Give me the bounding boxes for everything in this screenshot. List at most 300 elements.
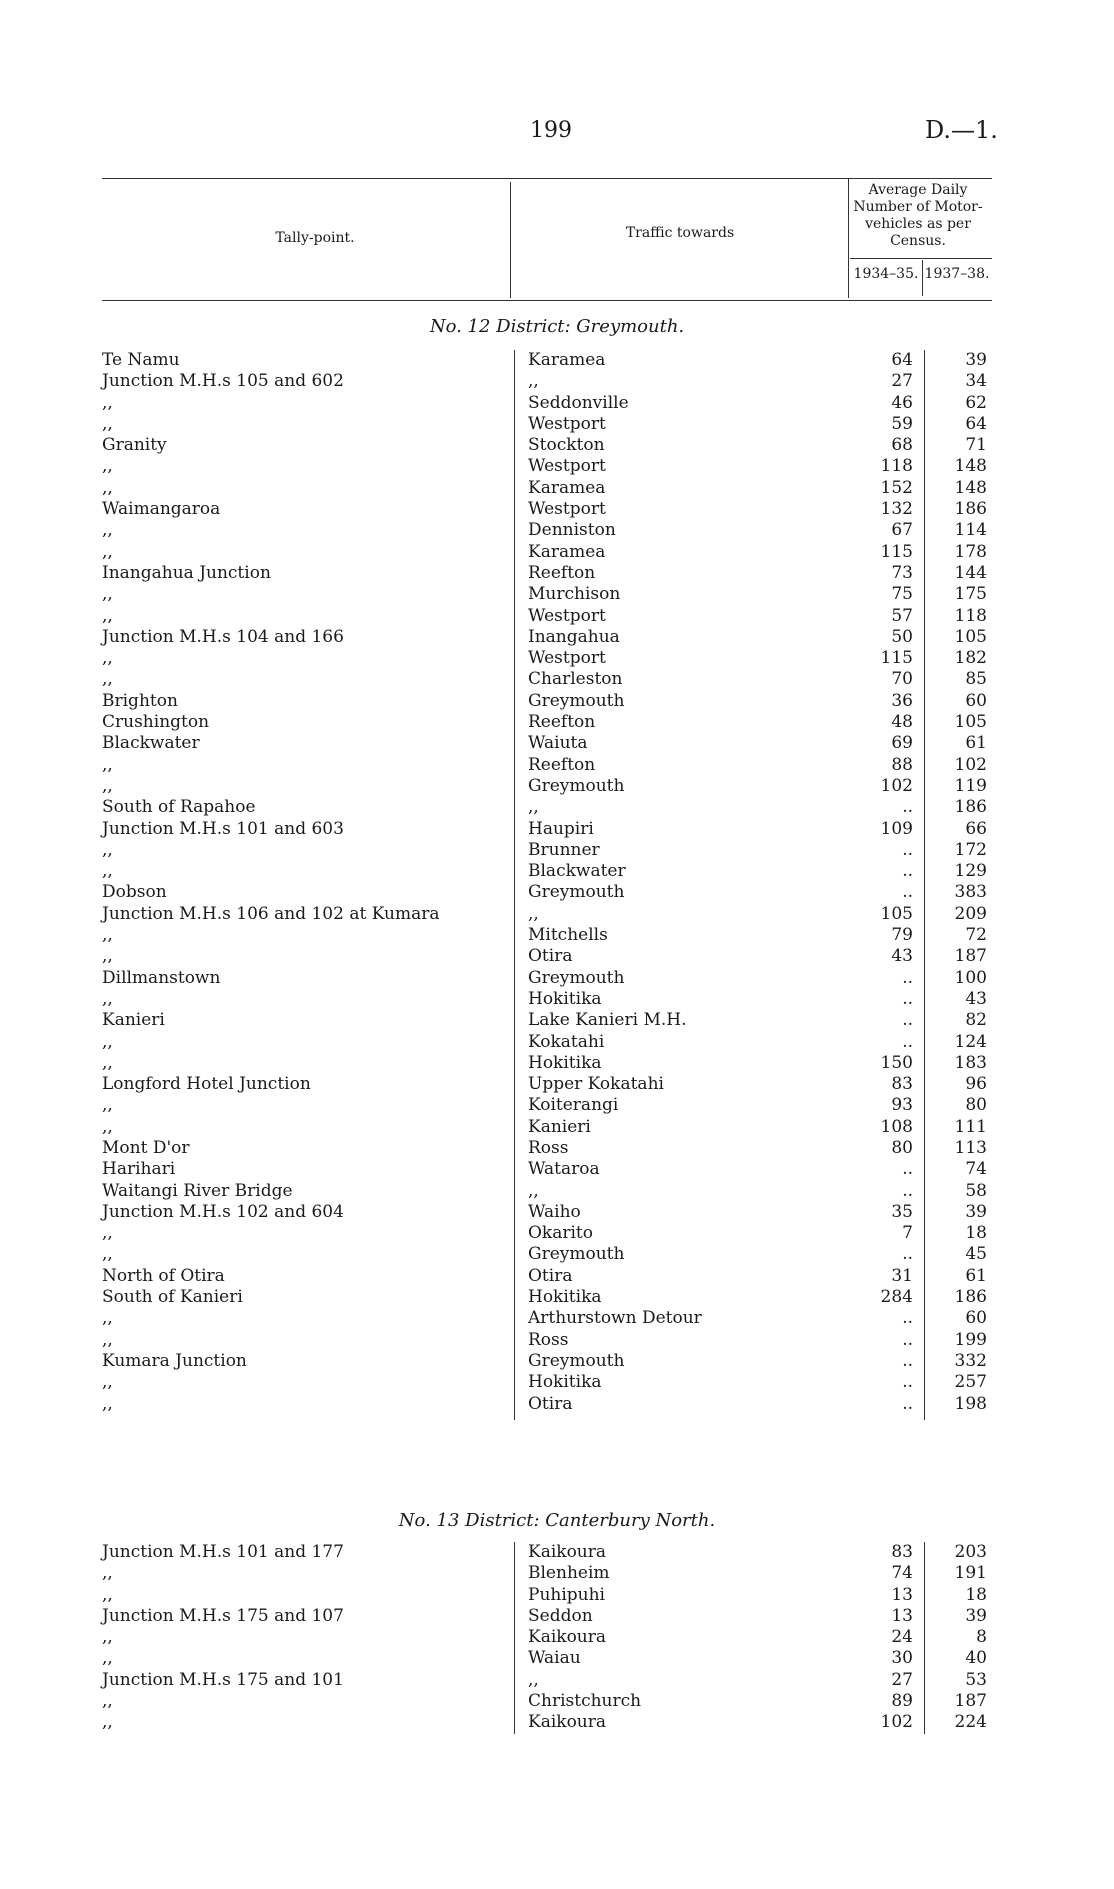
tally-point-cell: ,, <box>102 456 113 477</box>
tally-point-cell: ,, <box>102 775 113 796</box>
table-row <box>0 1266 1114 1287</box>
tally-point-cell: ,, <box>102 584 113 605</box>
table-row <box>0 797 1114 818</box>
count-1934-cell: 27 <box>891 371 913 392</box>
tally-point-cell: Blackwater <box>102 733 200 754</box>
table-row <box>0 1712 1114 1733</box>
table-row <box>0 1330 1114 1351</box>
traffic-towards-cell: Seddonville <box>528 392 629 413</box>
table-row <box>0 989 1114 1010</box>
count-1937-cell: 186 <box>954 1287 987 1308</box>
count-1934-cell: .. <box>902 839 913 860</box>
tally-point-cell: ,, <box>102 1627 113 1648</box>
traffic-towards-cell: Hokitika <box>528 988 602 1009</box>
traffic-towards-cell: Koiterangi <box>528 1095 619 1116</box>
count-1934-cell: 36 <box>891 690 913 711</box>
count-1937-cell: 74 <box>965 1159 987 1180</box>
tally-point-cell: ,, <box>102 1308 113 1329</box>
tally-point-cell: ,, <box>102 1052 113 1073</box>
count-1934-cell: 118 <box>880 456 913 477</box>
traffic-towards-cell: Reefton <box>528 562 596 583</box>
table-row <box>0 776 1114 797</box>
tally-point-cell: Junction M.H.s 105 and 602 <box>102 371 344 392</box>
traffic-towards-cell: Kanieri <box>528 1116 591 1137</box>
traffic-towards-cell: Greymouth <box>528 1244 625 1265</box>
traffic-towards-cell: Greymouth <box>528 1350 625 1371</box>
district-12-table <box>0 350 1114 1415</box>
count-1937-cell: 183 <box>954 1052 987 1073</box>
count-1937-cell: 186 <box>954 499 987 520</box>
district-12-title: No. 12 District: Greymouth. <box>429 316 685 337</box>
count-1937-cell: 58 <box>965 1180 987 1201</box>
traffic-towards-cell: Waiuta <box>528 733 588 754</box>
count-1937-cell: 129 <box>954 861 987 882</box>
count-1937-cell: 199 <box>954 1329 987 1350</box>
table-row <box>0 1372 1114 1393</box>
count-1934-cell: .. <box>902 1372 913 1393</box>
traffic-towards-cell: Westport <box>528 648 606 669</box>
count-1934-cell: 68 <box>891 435 913 456</box>
tally-point-cell: Kanieri <box>102 1010 165 1031</box>
count-1934-cell: 284 <box>880 1287 913 1308</box>
count-1934-cell: 152 <box>880 477 913 498</box>
traffic-towards-cell: Puhipuhi <box>528 1584 605 1605</box>
table-row <box>0 1308 1114 1329</box>
count-1934-cell: 67 <box>891 520 913 541</box>
count-1937-cell: 148 <box>954 456 987 477</box>
header-average-line: vehicles as per <box>865 216 971 232</box>
count-1934-cell: 13 <box>891 1584 913 1605</box>
count-1934-cell: 70 <box>891 669 913 690</box>
traffic-towards-cell: Blackwater <box>528 861 626 882</box>
table-row <box>0 861 1114 882</box>
traffic-towards-cell: Mitchells <box>528 925 608 946</box>
tally-point-cell: ,, <box>102 1223 113 1244</box>
tally-point-cell: Junction M.H.s 104 and 166 <box>102 626 344 647</box>
table-row <box>0 1138 1114 1159</box>
traffic-towards-cell: Kaikoura <box>528 1542 607 1562</box>
traffic-towards-cell: Hokitika <box>528 1287 602 1308</box>
count-1937-cell: 203 <box>954 1542 987 1562</box>
tally-point-cell: Granity <box>102 435 167 456</box>
count-1934-cell: .. <box>902 967 913 988</box>
tally-point-cell: ,, <box>102 1031 113 1052</box>
count-1934-cell: 80 <box>891 1137 913 1158</box>
tally-point-cell: ,, <box>102 1584 113 1605</box>
header-divider-3 <box>922 260 923 296</box>
count-1937-cell: 175 <box>954 584 987 605</box>
tally-point-cell: Te Namu <box>102 350 180 370</box>
count-1934-cell: .. <box>902 988 913 1009</box>
traffic-towards-cell: Waiho <box>528 1201 581 1222</box>
table-row <box>0 1670 1114 1691</box>
count-1937-cell: 224 <box>954 1712 987 1733</box>
tally-point-cell: ,, <box>102 605 113 626</box>
count-1934-cell: .. <box>902 1180 913 1201</box>
table-row <box>0 1351 1114 1372</box>
table-row <box>0 1542 1114 1563</box>
traffic-towards-cell: Stockton <box>528 435 605 456</box>
tally-point-cell: ,, <box>102 1372 113 1393</box>
count-1934-cell: 59 <box>891 413 913 434</box>
table-row <box>0 350 1114 371</box>
traffic-towards-cell: Waiau <box>528 1648 581 1669</box>
tally-point-cell: ,, <box>102 413 113 434</box>
tally-point-cell: ,, <box>102 477 113 498</box>
tally-point-cell: Harihari <box>102 1159 176 1180</box>
tally-point-cell: Dobson <box>102 882 167 903</box>
count-1934-cell: 115 <box>880 648 913 669</box>
traffic-towards-cell: Greymouth <box>528 882 625 903</box>
header-year-1937: 1937–38. <box>924 266 990 282</box>
traffic-towards-cell: Murchison <box>528 584 621 605</box>
tally-point-cell: Waimangaroa <box>102 499 221 520</box>
table-row <box>0 968 1114 989</box>
table-row <box>0 712 1114 733</box>
traffic-towards-cell: Ross <box>528 1329 569 1350</box>
count-1934-cell: 83 <box>891 1542 913 1562</box>
count-1937-cell: 178 <box>954 541 987 562</box>
count-1937-cell: 39 <box>965 350 987 370</box>
count-1934-cell: 50 <box>891 626 913 647</box>
traffic-towards-cell: Upper Kokatahi <box>528 1074 664 1095</box>
count-1937-cell: 198 <box>954 1393 987 1414</box>
traffic-towards-cell: Greymouth <box>528 967 625 988</box>
traffic-towards-cell: Wataroa <box>528 1159 600 1180</box>
count-1937-cell: 100 <box>954 967 987 988</box>
count-1937-cell: 124 <box>954 1031 987 1052</box>
count-1937-cell: 66 <box>965 818 987 839</box>
count-1934-cell: 102 <box>880 1712 913 1733</box>
tally-point-cell: ,, <box>102 1563 113 1584</box>
traffic-towards-cell: Karamea <box>528 350 606 370</box>
count-1937-cell: 187 <box>954 946 987 967</box>
count-1934-cell: 48 <box>891 712 913 733</box>
count-1937-cell: 96 <box>965 1074 987 1095</box>
traffic-towards-cell: Otira <box>528 946 573 967</box>
tally-point-cell: ,, <box>102 520 113 541</box>
table-row <box>0 563 1114 584</box>
header-average-line: Average Daily <box>868 182 968 198</box>
count-1937-cell: 40 <box>965 1648 987 1669</box>
tally-point-cell: Waitangi River Bridge <box>102 1180 293 1201</box>
table-row <box>0 648 1114 669</box>
header-traffic-towards: Traffic towards <box>625 225 735 241</box>
count-1934-cell: .. <box>902 1010 913 1031</box>
district-13-title: No. 13 District: Canterbury North. <box>398 1510 716 1531</box>
tally-point-cell: ,, <box>102 1648 113 1669</box>
count-1937-cell: 85 <box>965 669 987 690</box>
count-1937-cell: 182 <box>954 648 987 669</box>
count-1934-cell: .. <box>902 1159 913 1180</box>
tally-point-cell: ,, <box>102 988 113 1009</box>
count-1934-cell: 73 <box>891 562 913 583</box>
traffic-towards-cell: Ross <box>528 1137 569 1158</box>
count-1937-cell: 80 <box>965 1095 987 1116</box>
table-row <box>0 606 1114 627</box>
tally-point-cell: Junction M.H.s 175 and 107 <box>102 1605 344 1626</box>
table-row <box>0 584 1114 605</box>
count-1934-cell: 30 <box>891 1648 913 1669</box>
count-1937-cell: 113 <box>954 1137 987 1158</box>
table-row <box>0 1010 1114 1031</box>
count-1937-cell: 18 <box>965 1223 987 1244</box>
tally-point-cell: Junction M.H.s 101 and 177 <box>102 1542 344 1562</box>
district-13-table <box>0 1542 1114 1734</box>
count-1934-cell: .. <box>902 1393 913 1414</box>
count-1934-cell: 46 <box>891 392 913 413</box>
count-1934-cell: 35 <box>891 1201 913 1222</box>
traffic-towards-cell: Otira <box>528 1265 573 1286</box>
tally-point-cell: ,, <box>102 1244 113 1265</box>
count-1937-cell: 105 <box>954 626 987 647</box>
count-1934-cell: .. <box>902 1329 913 1350</box>
count-1934-cell: 115 <box>880 541 913 562</box>
count-1937-cell: 18 <box>965 1584 987 1605</box>
count-1934-cell: 7 <box>902 1223 913 1244</box>
count-1937-cell: 332 <box>954 1350 987 1371</box>
table-row <box>0 435 1114 456</box>
tally-point-cell: Dillmanstown <box>102 967 221 988</box>
table-row <box>0 946 1114 967</box>
traffic-towards-cell: Hokitika <box>528 1372 602 1393</box>
count-1937-cell: 8 <box>976 1627 987 1648</box>
table-row <box>0 1627 1114 1648</box>
traffic-towards-cell: Brunner <box>528 839 600 860</box>
traffic-towards-cell: ,, <box>528 371 539 392</box>
table-row <box>0 1563 1114 1584</box>
table-row <box>0 1032 1114 1053</box>
count-1934-cell: .. <box>902 797 913 818</box>
traffic-towards-cell: Kaikoura <box>528 1627 607 1648</box>
count-1934-cell: 75 <box>891 584 913 605</box>
tally-point-cell: ,, <box>102 1712 113 1733</box>
table-row <box>0 1095 1114 1116</box>
tally-point-cell: ,, <box>102 754 113 775</box>
tally-point-cell: ,, <box>102 648 113 669</box>
count-1937-cell: 114 <box>954 520 987 541</box>
count-1934-cell: 24 <box>891 1627 913 1648</box>
traffic-towards-cell: Westport <box>528 499 606 520</box>
count-1934-cell: .. <box>902 882 913 903</box>
tally-point-cell: ,, <box>102 946 113 967</box>
count-1937-cell: 34 <box>965 371 987 392</box>
header-year-1934: 1934–35. <box>853 266 919 282</box>
table-row <box>0 925 1114 946</box>
tally-point-cell: Crushington <box>102 712 210 733</box>
traffic-towards-cell: Westport <box>528 605 606 626</box>
table-row <box>0 627 1114 648</box>
count-1937-cell: 118 <box>954 605 987 626</box>
tally-point-cell: South of Kanieri <box>102 1287 243 1308</box>
tally-point-cell: ,, <box>102 861 113 882</box>
table-row <box>0 456 1114 477</box>
table-row <box>0 1159 1114 1180</box>
table-row <box>0 520 1114 541</box>
document-reference: D.—1. <box>925 116 998 144</box>
table-row <box>0 371 1114 392</box>
traffic-towards-cell: Westport <box>528 413 606 434</box>
traffic-towards-cell: Reefton <box>528 712 596 733</box>
table-row <box>0 1691 1114 1712</box>
traffic-towards-cell: Karamea <box>528 541 606 562</box>
tally-point-cell: Junction M.H.s 106 and 102 at Kumara <box>102 903 440 924</box>
tally-point-cell: Junction M.H.s 102 and 604 <box>102 1201 344 1222</box>
count-1937-cell: 62 <box>965 392 987 413</box>
table-row <box>0 1181 1114 1202</box>
tally-point-cell: Junction M.H.s 175 and 101 <box>102 1669 344 1690</box>
count-1934-cell: 89 <box>891 1691 913 1712</box>
traffic-towards-cell: ,, <box>528 1180 539 1201</box>
table-row <box>0 1244 1114 1265</box>
table-row <box>0 1117 1114 1138</box>
count-1937-cell: 71 <box>965 435 987 456</box>
traffic-towards-cell: Greymouth <box>528 775 625 796</box>
tally-point-cell: South of Rapahoe <box>102 797 256 818</box>
table-row <box>0 904 1114 925</box>
count-1934-cell: .. <box>902 1031 913 1052</box>
header-top-rule <box>102 178 992 179</box>
count-1937-cell: 61 <box>965 1265 987 1286</box>
traffic-towards-cell: Reefton <box>528 754 596 775</box>
count-1937-cell: 144 <box>954 562 987 583</box>
tally-point-cell: ,, <box>102 1095 113 1116</box>
count-1934-cell: 57 <box>891 605 913 626</box>
table-row <box>0 542 1114 563</box>
count-1934-cell: 64 <box>891 350 913 370</box>
count-1934-cell: 88 <box>891 754 913 775</box>
count-1934-cell: 79 <box>891 925 913 946</box>
traffic-towards-cell: Blenheim <box>528 1563 610 1584</box>
traffic-towards-cell: ,, <box>528 903 539 924</box>
table-row <box>0 755 1114 776</box>
tally-point-cell: ,, <box>102 1691 113 1712</box>
tally-point-cell: ,, <box>102 669 113 690</box>
count-1937-cell: 209 <box>954 903 987 924</box>
tally-point-cell: Inangahua Junction <box>102 562 271 583</box>
table-row <box>0 393 1114 414</box>
tally-point-cell: Longford Hotel Junction <box>102 1074 311 1095</box>
count-1937-cell: 72 <box>965 925 987 946</box>
count-1937-cell: 82 <box>965 1010 987 1031</box>
count-1934-cell: 105 <box>880 903 913 924</box>
tally-point-cell: Mont D'or <box>102 1137 190 1158</box>
count-1934-cell: 102 <box>880 775 913 796</box>
table-row <box>0 1053 1114 1074</box>
count-1937-cell: 105 <box>954 712 987 733</box>
count-1934-cell: 31 <box>891 1265 913 1286</box>
count-1934-cell: 150 <box>880 1052 913 1073</box>
table-row <box>0 691 1114 712</box>
count-1937-cell: 64 <box>965 413 987 434</box>
table-row <box>0 1394 1114 1415</box>
count-1937-cell: 39 <box>965 1201 987 1222</box>
table-row <box>0 1223 1114 1244</box>
page-number: 199 <box>530 118 572 143</box>
table-row <box>0 1287 1114 1308</box>
table-row <box>0 1606 1114 1627</box>
table-row <box>0 882 1114 903</box>
count-1937-cell: 111 <box>954 1116 987 1137</box>
count-1934-cell: 108 <box>880 1116 913 1137</box>
count-1937-cell: 148 <box>954 477 987 498</box>
count-1934-cell: 83 <box>891 1074 913 1095</box>
traffic-towards-cell: Hokitika <box>528 1052 602 1073</box>
header-average-daily <box>848 182 988 250</box>
tally-point-cell: North of Otira <box>102 1265 225 1286</box>
traffic-towards-cell: Westport <box>528 456 606 477</box>
traffic-towards-cell: ,, <box>528 797 539 818</box>
count-1934-cell: 27 <box>891 1669 913 1690</box>
header-average-line: Number of Motor- <box>853 199 983 215</box>
header-bottom-rule <box>102 300 992 301</box>
count-1937-cell: 102 <box>954 754 987 775</box>
count-1934-cell: 74 <box>891 1563 913 1584</box>
count-1934-cell: .. <box>902 861 913 882</box>
table-row <box>0 1202 1114 1223</box>
tally-point-cell: Junction M.H.s 101 and 603 <box>102 818 344 839</box>
count-1934-cell: 93 <box>891 1095 913 1116</box>
count-1934-cell: .. <box>902 1244 913 1265</box>
traffic-towards-cell: Greymouth <box>528 690 625 711</box>
traffic-towards-cell: ,, <box>528 1669 539 1690</box>
tally-point-cell: ,, <box>102 1393 113 1414</box>
count-1934-cell: 69 <box>891 733 913 754</box>
table-row <box>0 840 1114 861</box>
count-1937-cell: 187 <box>954 1691 987 1712</box>
count-1934-cell: .. <box>902 1308 913 1329</box>
tally-point-cell: ,, <box>102 839 113 860</box>
traffic-towards-cell: Denniston <box>528 520 616 541</box>
count-1934-cell: 109 <box>880 818 913 839</box>
year-subheader-rule <box>850 258 992 259</box>
table-row <box>0 1648 1114 1669</box>
count-1937-cell: 60 <box>965 690 987 711</box>
count-1937-cell: 119 <box>954 775 987 796</box>
traffic-towards-cell: Kokatahi <box>528 1031 605 1052</box>
count-1934-cell: 43 <box>891 946 913 967</box>
traffic-towards-cell: Arthurstown Detour <box>528 1308 702 1329</box>
count-1937-cell: 61 <box>965 733 987 754</box>
traffic-towards-cell: Christchurch <box>528 1691 642 1712</box>
traffic-towards-cell: Kaikoura <box>528 1712 607 1733</box>
count-1934-cell: 13 <box>891 1605 913 1626</box>
table-row <box>0 414 1114 435</box>
header-average-line: Census. <box>890 233 946 249</box>
traffic-towards-cell: Charleston <box>528 669 623 690</box>
tally-point-cell: ,, <box>102 1116 113 1137</box>
count-1934-cell: 132 <box>880 499 913 520</box>
tally-point-cell: Kumara Junction <box>102 1350 247 1371</box>
table-row <box>0 1585 1114 1606</box>
count-1937-cell: 191 <box>954 1563 987 1584</box>
tally-point-cell: ,, <box>102 541 113 562</box>
count-1934-cell: .. <box>902 1350 913 1371</box>
traffic-towards-cell: Karamea <box>528 477 606 498</box>
tally-point-cell: ,, <box>102 392 113 413</box>
traffic-towards-cell: Seddon <box>528 1605 593 1626</box>
header-tally-point: Tally-point. <box>275 230 355 246</box>
tally-point-cell: ,, <box>102 1329 113 1350</box>
count-1937-cell: 383 <box>954 882 987 903</box>
traffic-towards-cell: Lake Kanieri M.H. <box>528 1010 687 1031</box>
count-1937-cell: 43 <box>965 988 987 1009</box>
traffic-towards-cell: Haupiri <box>528 818 594 839</box>
table-row <box>0 819 1114 840</box>
table-row <box>0 733 1114 754</box>
count-1937-cell: 257 <box>954 1372 987 1393</box>
table-row <box>0 1074 1114 1095</box>
